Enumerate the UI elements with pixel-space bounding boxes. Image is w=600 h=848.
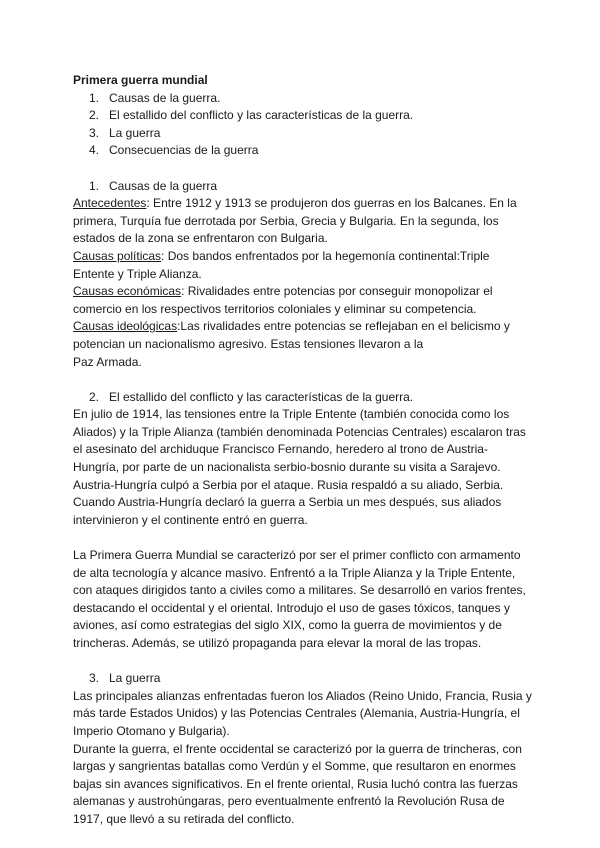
paragraph-paz-armada: Paz Armada. [73,354,142,369]
paragraph-caracteristicas: La Primera Guerra Mundial se caracterizó por ser el primer conflicto con armamento de alta tecnología y alcance masivo. Enfrentó a la Triple Alianza y la Triple Entente, con ataques dirigidos tanto a civiles como a militares. Se desarrolló en varios frentes, destacando el occidental y el oriental. Introdujo el uso de gases tóxicos, tanques y aviones, así como estrategias del siglo XIX, como la guerra de movimientos y de trincheras. Además, se utilizó propaganda para elevar la moral de las tropas. [73,548,526,650]
toc-item [73,125,533,143]
spacer [73,160,533,178]
section-2-heading [73,389,533,407]
text-causas-politicas: : Dos bandos enfrentados por la hegemonía continental:Triple Entente y Triple Alianza. [73,248,490,281]
label-causas-politicas: Causas políticas [73,248,162,263]
paragraph-causas-politicas [73,248,533,283]
section-number: 2. [89,389,100,404]
toc-item [73,107,533,125]
toc-label: Causas de la guerra. [109,90,221,105]
section-title: La guerra [109,671,161,686]
toc-label: La guerra [109,125,161,140]
section-3-heading [73,670,533,688]
paragraph-frentes: Durante la guerra, el frente occidental se caracterizó por la guerra de trincheras, con largas y sangrientas batallas como Verdún y el Somme, que resultaron en enormes bajas sin avances significativos. En el frente oriental, Rusia luchó contra las fuerzas alemanas y austrohúngaras, pero eventualmente enfrentó la Revolución Rusa de 1917, que llevó a su retirada del conflicto. [73,741,522,826]
toc-item [73,90,533,108]
toc-label: Consecuencias de la guerra [109,143,259,158]
document-title: Primera guerra mundial [73,73,208,87]
spacer [73,371,533,389]
text-antecedentes: : Entre 1912 y 1913 se produjeron dos guerras en los Balcanes. En la primera, Turquía fue derrotada por Serbia, Grecia y Bulgaria. En la segunda, los estados de la zona se enfrentaron con Bulgaria. [73,196,517,246]
toc-number: 4. [89,143,100,158]
section-title: Causas de la guerra [109,178,218,193]
toc-number: 2. [89,108,100,123]
label-causas-ideologicas: Causas ideológicas [73,319,178,334]
spacer [73,653,533,671]
toc-item [73,142,533,160]
toc-number: 3. [89,125,100,140]
toc-number: 1. [89,90,100,105]
label-antecedentes: Antecedentes [73,196,147,211]
paragraph-causas-ideologicas [73,318,533,353]
section-number: 3. [89,671,100,686]
section-1-heading [73,178,533,196]
section-number: 1. [89,178,100,193]
paragraph-alianzas: Las principales alianzas enfrentadas fueron los Aliados (Reino Unido, Francia, Rusia y más tarde Estados Unidos) y las Potencias Centrales (Alemania, Austria-Hungría, el Imperio Otomano y Bulgaria). [73,688,532,738]
label-causas-economicas: Causas económicas [73,284,182,299]
table-of-contents [73,90,533,160]
text-causas-economicas: : Rivalidades entre potencias por conseguir monopolizar el comercio en los respectivos territorios coloniales y eliminar su competencia. [73,284,493,316]
paragraph-estallido: En julio de 1914, las tensiones entre la Triple Entente (también conocida como los Aliados) y la Triple Alianza (también denominada Potencias Centrales) escalaron tras el asesinato del archiduque Francisco Fernando, heredero al trono de Austria-Hungría, por parte de un nacionalista serbio-bosnio durante su visita a Sarajevo. Austria-Hungría culpó a Serbia por el ataque. Rusia respaldó a su aliado, Serbia. Cuando Austria-Hungría declaró la guerra a Serbia un mes después, sus aliados intervinieron y el continente entró en guerra. [73,407,526,527]
paragraph-causas-economicas [73,283,533,318]
section-title: El estallido del conflicto y las características de la guerra. [109,389,414,404]
text-causas-ideologicas: :Las rivalidades entre potencias se reflejaban en el belicismo y potencian un nacionalismo agresivo. Estas tensiones llevaron a la [73,319,510,351]
paragraph-antecedentes [73,195,533,248]
spacer [73,529,533,547]
toc-label: El estallido del conflicto y las características de la guerra. [109,108,414,123]
document-body [73,72,533,829]
